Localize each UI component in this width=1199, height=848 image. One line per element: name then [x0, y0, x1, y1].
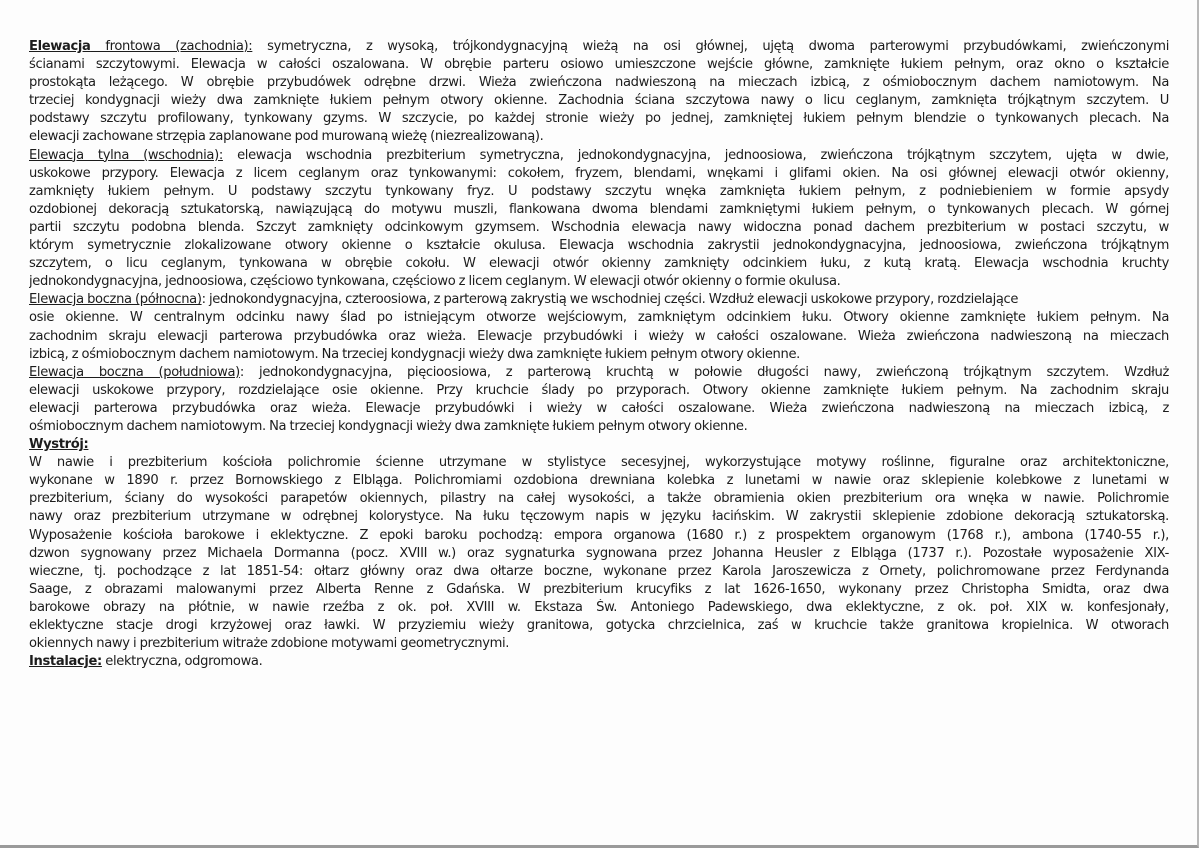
section-heading: Elewacja boczna (południowa)	[29, 364, 240, 380]
text-line: nawy oraz prezbiterium utrzymane w odrębnej kolorystyce. Na łuku tęczowym napis w języku łacińskim. W zakrystii sklepienie zdobione dekoracją sztukatorską.	[29, 509, 1169, 525]
document-body	[29, 38, 1169, 671]
text-line: W nawie i prezbiterium kościoła polichromie ścienne utrzymane w stylistyce secesyjnej, wykorzystujące motywy roślinne, figuralne oraz architektoniczne,	[29, 455, 1169, 471]
section-elewacja-tylna	[29, 147, 1169, 292]
text-line: ścianami szczytowymi. Elewacja w całości oszalowana. W obrębie parteru osiowo umieszczone wejście główne, zamknięte łukiem pełnym, oraz okno o kształcie	[29, 57, 1169, 73]
text-line	[29, 38, 1169, 56]
text-line: elewacji zachowane strzępia zaplanowane pod murowaną wieżę (niezrealizowaną).	[29, 129, 544, 145]
section-heading	[29, 39, 252, 54]
text-line: izbicą, z ośmiobocznym dachem namiotowym. Na trzeciej kondygnacji wieży dwa zamknięte łukiem pełnym otwory okienne.	[29, 346, 800, 362]
text-line: elewacji uskokowe przypory, rozdzielające osie okienne. Przy kruchcie ślady po przyporach. Otwory okienne zamknięte łukiem pełnym. Na zachodnim skraju	[29, 382, 1169, 398]
line-text: : jednokondygnacyjna, pięcioosiowa, z parterową kruchtą w połowie długości nawy, zwieńczoną trójkątnym szczytem. Wzdłuż	[239, 364, 1169, 380]
text-line	[29, 291, 1169, 309]
section-heading: Elewacja boczna (północna)	[29, 292, 202, 308]
line-text: symetryczna, z wysoką, trójkondygnacyjną wieżą na osi głównej, ujętą dwoma parterowymi przybudówkami, zwieńczonymi	[252, 39, 1169, 54]
line-text: : jednokondygnacyjna, czteroosiowa, z parterową zakrystią we wschodniej części. Wzdłuż elewacji uskokowe przypory, rozdzielające	[201, 292, 1019, 308]
text-line: prostokąta leżącego. W obrębie przybudówek odrębne drzwi. Wieża zwieńczona nadwieszoną na mieczach izbicą, z ośmiobocznym dachem namiotowym. Na	[29, 75, 1169, 91]
text-line: okiennych nawy i prezbiterium witraże zdobione motywami geometrycznymi.	[29, 636, 510, 652]
text-line: ośmiobocznym dachem namiotowym. Na trzeciej kondygnacji wieży dwa zamknięte łukiem pełnym otwory okienne.	[29, 418, 748, 434]
text-line: prezbiterium, ściany do wysokości parapetów okiennych, pilastry na całej wysokości, a także obramienia okien prezbiterium ora wnęka w nawie. Polichromie	[29, 491, 1169, 507]
text-line: osie okienne. W centralnym odcinku nawy ślad po istniejącym otworze wejściowym, zamkniętym odcinkiem łuku. Otwory okienne zamknięte łukiem pełnym. Na	[29, 310, 1169, 326]
text-line: barokowe obrazy na płótnie, w nawie rzeźba z ok. poł. XVIII w. Ekstaza Św. Antoniego Padewskiego, dwa eklektyczne, z ok. poł. XIX w. konfesjonały,	[29, 599, 1169, 615]
section-elewacja-frontowa	[29, 38, 1169, 147]
section-heading: Instalacje:	[29, 654, 102, 670]
section-instalacje	[29, 653, 1169, 671]
text-line: trzeciej kondygnacji wieży dwa zamknięte łukiem pełnym otwory okienne. Zachodnia ściana szczytowa nawy o licu ceglanym, zamknięta trójkątnym szczytem. U	[29, 93, 1169, 109]
section-elewacja-polnocna	[29, 291, 1169, 363]
text-line: jednokondygnacyjna, jednoosiowa, częściowo tynkowana, częściowo z licem ceglanym. W elewacji otwór okienny o formie okulusa.	[29, 274, 841, 290]
text-line	[29, 653, 1169, 671]
text-line: zamknięty łukiem pełnym. U podstawy szczytu tynkowany fryz. U podstawy szczytu wnęka zamknięta łukiem pełnym, z podniebieniem w formie apsydy	[29, 183, 1169, 199]
text-line: partii szczytu podobna blenda. Szczyt zamknięty odcinkowym gzymsem. Wschodnia elewacja nawy widoczna ponad dachem prezbiterium w postaci szczytu, w	[29, 219, 1169, 235]
text-line: ozdobionej dekoracją sztukatorską, nawiązującą do motywu muszli, flankowana dwoma blendami zamkniętymi łukiem pełnym, o tynkowanych plecach. W górnej	[29, 201, 1169, 217]
heading-bold: Elewacja	[29, 39, 91, 54]
text-line: elewacji parterowa przybudówka oraz wieża. Elewacje przybudówki i wieży w całości oszalowane. Wieża zwieńczona nadwieszoną na mieczach izbicą, z	[29, 400, 1169, 416]
text-line: dzwon sygnowany przez Michaela Dormanna (pocz. XVIII w.) oraz sygnaturka sygnowana przez Johanna Heusler z Elbląga (1737 r.). Pozostałe wyposażenie XIX-	[29, 545, 1169, 561]
section-elewacja-poludniowa	[29, 364, 1169, 436]
text-line: zachodnim skraju elewacji parterowa przybudówka oraz wieża. Elewacje przybudówki i wieży w całości oszalowane. Wieża zwieńczona nadwieszoną na mieczach	[29, 328, 1169, 344]
text-line: wieczne, tj. pochodzące z lat 1851-54: ołtarz główny oraz dwa ołtarze boczne, wykonane przez Karola Jaroszewicza z Ornety, polichromowane przez Ferdynanda	[29, 563, 1169, 579]
line-text: elektryczna, odgromowa.	[101, 654, 263, 670]
section-heading: Wystrój:	[29, 437, 89, 453]
heading-rest: frontowa (zachodnia):	[90, 39, 253, 54]
text-line	[29, 364, 1169, 382]
text-line: Wyposażenie kościoła barokowe i eklektyczne. Z epoki baroku pochodzą: empora organowa (1680 r.) z prospektem organowym (1768 r.), ambona (1740-55 r.),	[29, 527, 1169, 543]
section-heading: Elewacja tylna (wschodnia):	[29, 147, 223, 163]
text-line	[29, 147, 1169, 165]
text-line: podstawy szczytu profilowany, tynkowany gzyms. W szczycie, po każdej stronie wieży po jednej, zamkniętej łukiem pełnym blendzie o tynkowanych plecach. Na	[29, 111, 1169, 127]
text-line: wykonane w 1890 r. przez Bornowskiego z Elbląga. Polichromiami ozdobiona drewniana kolebka z lunetami w nawie oraz sklepienie kolebkowe z lunetami w	[29, 473, 1169, 489]
text-line: uskokowe przypory. Elewacja z licem ceglanym oraz tynkowanymi: cokołem, fryzem, blendami, wnękami i glifami okien. Na osi głównej elewacji otwór okienny,	[29, 165, 1169, 181]
text-line: eklektyczne stacje drogi krzyżowej oraz ławki. W przyziemiu wieży granitowa, gotycka chrzcielnica, zaś w kruchcie także granitowa kropielnica. W otworach	[29, 618, 1169, 633]
text-line: którym symetrycznie zlokalizowane otwory okienne o kształcie okulusa. Elewacja wschodnia zakrystii jednokondygnacyjna, jednoosiowa, zwieńczona trójkątnym	[29, 238, 1169, 254]
line-text: elewacja wschodnia prezbiterium symetryczna, jednokondygnacyjna, jednoosiowa, zwieńczona trójkątnym szczytem, ujęta w dwie,	[222, 147, 1169, 163]
text-line	[29, 436, 1169, 454]
text-line: Saage, z obrazami malowanymi przez Alberta Renne z Gdańska. W prezbiterium krucyfiks z lat 1626-1650, wykonany przez Christopha Smidta, oraz dwa	[29, 581, 1169, 597]
text-line: szczytem, o licu ceglanym, tynkowana w obrębie cokołu. W elewacji otwór okienny zamknięty odcinkiem łuku, z kutą kratą. Elewacja wschodnia kruchty	[29, 256, 1169, 272]
section-wystroj	[29, 436, 1169, 653]
